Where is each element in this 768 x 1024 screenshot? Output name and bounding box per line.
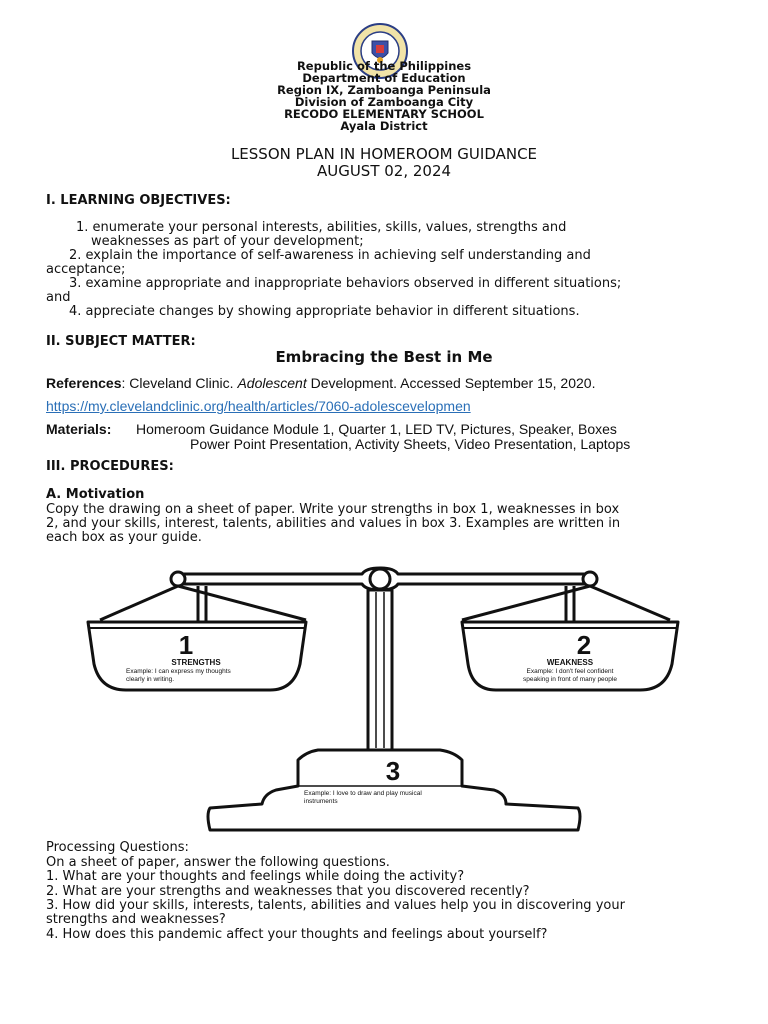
- references-colon: :: [121, 375, 130, 391]
- subject-matter-heading: II. SUBJECT MATTER:: [46, 334, 196, 349]
- motivation-line1: Copy the drawing on a sheet of paper. Write your strengths in box 1, weaknesses in box: [46, 502, 620, 517]
- header-division: Division of Zamboanga City: [294, 95, 474, 109]
- box1-example-line2: clearly in writing.: [126, 676, 175, 683]
- motivation-line3: each box as your guide.: [46, 530, 202, 545]
- box2-example-line2: speaking in front of many people: [523, 676, 617, 683]
- objectives-heading: I. LEARNING OBJECTIVES:: [46, 193, 231, 208]
- box3-example-line2: instruments: [304, 798, 338, 805]
- objective-3-line1: 3. examine appropriate and inappropriate behaviors observed in different situations;: [69, 276, 622, 291]
- materials-text-1: Homeroom Guidance Module 1, Quarter 1, LED TV, Pictures, Speaker, Boxes: [136, 421, 617, 437]
- materials-text-2: Power Point Presentation, Activity Sheets, Video Presentation, Laptops: [190, 436, 631, 452]
- header-school: RECODO ELEMENTARY SCHOOL: [284, 107, 484, 121]
- processing-question-3-line1: 3. How did your skills, interests, talents, abilities and values help you in discovering your: [46, 898, 625, 913]
- references-text-2: Development. Accessed September 15, 2020.: [306, 375, 596, 391]
- topic-title: Embracing the Best in Me: [275, 348, 493, 366]
- lesson-plan-title: LESSON PLAN IN HOMEROOM GUIDANCE: [230, 145, 538, 163]
- processing-intro: On a sheet of paper, answer the following questions.: [46, 855, 390, 870]
- box1-title: STRENGTHS: [171, 658, 221, 667]
- box3-example-line1: Example: I love to draw and play musical: [304, 790, 422, 797]
- references-italic: Adolescent: [237, 375, 307, 391]
- processing-heading: Processing Questions:: [46, 840, 189, 855]
- header-republic: Republic of the Philippines: [296, 59, 472, 73]
- header-district: Ayala District: [340, 119, 428, 133]
- box2-number: 2: [576, 630, 592, 660]
- box2-title: WEAKNESS: [546, 658, 594, 667]
- references-label: References: [46, 375, 122, 391]
- processing-question-1: 1. What are your thoughts and feelings while doing the activity?: [46, 869, 465, 884]
- box1-number: 1: [178, 630, 194, 660]
- motivation-heading: A. Motivation: [46, 487, 145, 502]
- balance-scale-illustration: [80, 562, 690, 837]
- references-text-1: Cleveland Clinic.: [129, 375, 238, 391]
- objective-4: 4. appreciate changes by showing appropriate behavior in different situations.: [69, 304, 580, 319]
- objective-2-line2: acceptance;: [46, 262, 126, 277]
- objective-1-line2: weaknesses as part of your development;: [91, 234, 364, 249]
- objective-1-line1: 1. enumerate your personal interests, abilities, skills, values, strengths and: [76, 220, 567, 235]
- objective-3-line2: and: [46, 290, 71, 305]
- materials-label: Materials: [46, 421, 107, 437]
- references-line: [46, 375, 595, 391]
- materials-line1: Materials: Homeroom Guidance Module 1, Quarter 1, LED TV, Pictures, Speaker, Boxes: [46, 421, 617, 437]
- box1-example-line1: Example: I can express my thoughts: [126, 668, 231, 675]
- processing-question-4: 4. How does this pandemic affect your thoughts and feelings about yourself?: [46, 927, 548, 942]
- header-department: Department of Education: [302, 71, 466, 85]
- reference-link[interactable]: https://my.clevelandclinic.org/health/articles/7060-adolescevelopmen: [46, 398, 471, 414]
- processing-question-3-line2: strengths and weaknesses?: [46, 912, 226, 927]
- header-region: Region IX, Zamboanga Peninsula: [277, 83, 491, 97]
- procedures-heading: III. PROCEDURES:: [46, 459, 174, 474]
- motivation-line2: 2, and your skills, interest, talents, abilities and values in box 3. Examples are written in: [46, 516, 621, 531]
- objective-2-line1: 2. explain the importance of self-awareness in achieving self understanding and: [69, 248, 591, 263]
- lesson-plan-date: AUGUST 02, 2024: [316, 162, 452, 180]
- box3-number: 3: [385, 756, 401, 786]
- processing-question-2: 2. What are your strengths and weaknesses that you discovered recently?: [46, 884, 530, 899]
- box2-example-line1: Example: I don't feel confident: [526, 668, 614, 675]
